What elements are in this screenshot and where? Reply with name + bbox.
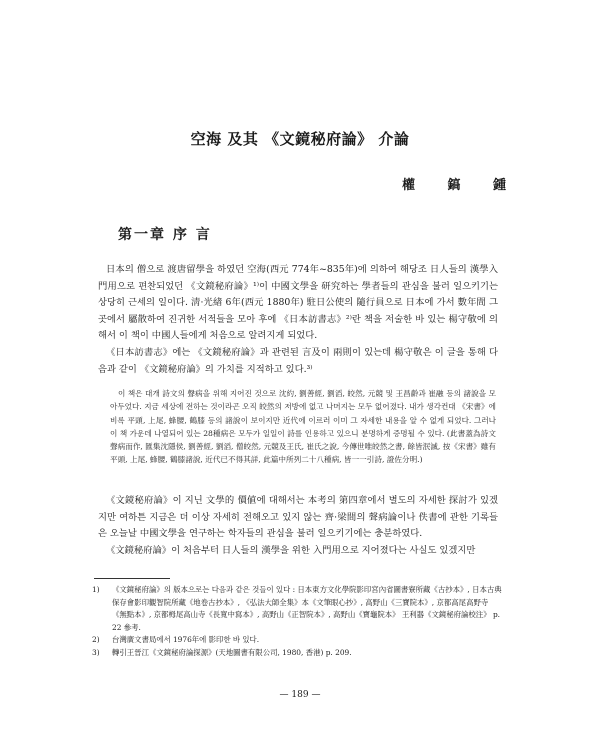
page-number: — 189 — [279,690,321,700]
block-quote [110,387,496,467]
paragraph: 《文鏡秘府論》이 처음부터 日人들의 漢學을 위한 入門用으로 지어졌다는 사실도 있겠지만 [106,544,476,556]
footnote [92,634,502,647]
footnote-divider [94,578,170,579]
footnote-text: 台灣廣文書局에서 1976年에 影印한 바 있다. [112,635,260,644]
footnote [92,584,502,634]
footnote [92,647,502,660]
body-text-top [98,262,498,378]
chapter-heading: 第一章 序 言 [118,227,212,243]
footnote-text: 《文鏡秘府論》의 版本으로는 다음과 같은 것들이 있다 : 日本東方文化學院影印宮內省圖書寮所藏《古抄本》, 日本古典保存會影印觀智院所藏《地卷古抄本》, 《弘法大師全集》本《文筆眼心抄》, 高野山《三寶院本》, 京都高尾高野寺《無點本》, 京都栂尾高山寺《長寬中寫本》, 高野山《正智院本》, 高野山《寶龜院本》 王利器《文鏡秘府論校注》 p. 22 參考. [112,585,502,632]
footnote-mark: 1) [92,585,100,594]
article-title: 空海 及其 《文鏡秘府論》 介論 [190,130,410,148]
footnote-text: 轉引王晉江《文鏡秘府論探源》(天地圖書有限公司, 1980, 香港) p. 209. [112,647,352,657]
quote-text: 이 책은 대개 詩文의 聲病을 위해 지어진 것으로 沈約, 劉善經, 劉滔, 皎然, 元競 및 王昌齡과 崔融 등의 諸說을 모아두었다. 지금 세상에 전하는 것이라곤 오직 皎然의 저방에 없고 나머지는 모두 없어졌다. 내가 생각컨대 《宋書》에 비록 平頭, 上尾, 蜂腰, 鶴膝 등의 諸說이 보이지만 近代에 이르러 이미 그 자세한 내용을 알 수 없게 되었다. 그러나 이 책 가운데 나열되어 있는 28種病은 모두가 일일이 詩를 인용하고 있으니 분명하게 증명될 수 있다. (此書蓋為詩文聲病而作, 匯集沈隱侯, 劉善經, 劉滔, 僧皎然, 元競及王氏, 崔氏之說, 今傳世唯皎然之書, 餘皆泯滅, 按《宋書》雖有平頭, 上尾, 蜂腰, 鶴膝諸說, 近代已不得其詳, 此篇中所列二十八種病, 皆一一引詩, 證佐分明.) [110,389,496,465]
paragraph: 日本의 僧으로 渡唐留學을 하였던 空海(西元 774年~835年)에 의하여 해당조 日人들의 漢學入門用으로 편찬되었던 《文鏡秘府論》¹⁾이 中國文學을 研究하는 學者들의 관심을 불러 일으키기는 상당히 근세의 일이다. 淸·光緖 6年(西元 1880年) 駐日公使의 隨行員으로 日本에 가서 數年間 그곳에서 屬散하여 진귀한 서적들을 모아 후에 《日本訪書志》²⁾란 책을 저술한 바 있는 楊守敬에 의해서 이 책이 中國人들에게 처음으로 알려지게 되었다. [98,264,498,342]
footnotes [92,584,502,659]
paragraph: 《日本訪書志》에는 《文鏡秘府論》과 관련된 言及이 兩則이 있는데 楊守敬은 이 글을 통해 다음과 같이 《文鏡秘府論》의 가치를 지적하고 있다.³⁾ [98,346,498,375]
paragraph: 《文鏡秘府論》이 지닌 文學的 價値에 대해서는 本考의 第四章에서 별도의 자세한 探討가 있겠지만 여하튼 지금은 더 이상 자세히 전해오고 있지 않는 齊·梁間의 聲病論이나 佚書에 관한 기록들은 오늘날 中國文學을 연구하는 학자들의 관심을 불러 일으키기에는 충분하였다. [98,495,498,540]
body-text-bottom [98,493,498,559]
footnote-mark: 2) [92,635,100,644]
author-name: 權 鎬 鍾 [401,178,520,193]
footnote-mark: 3) [92,647,100,657]
